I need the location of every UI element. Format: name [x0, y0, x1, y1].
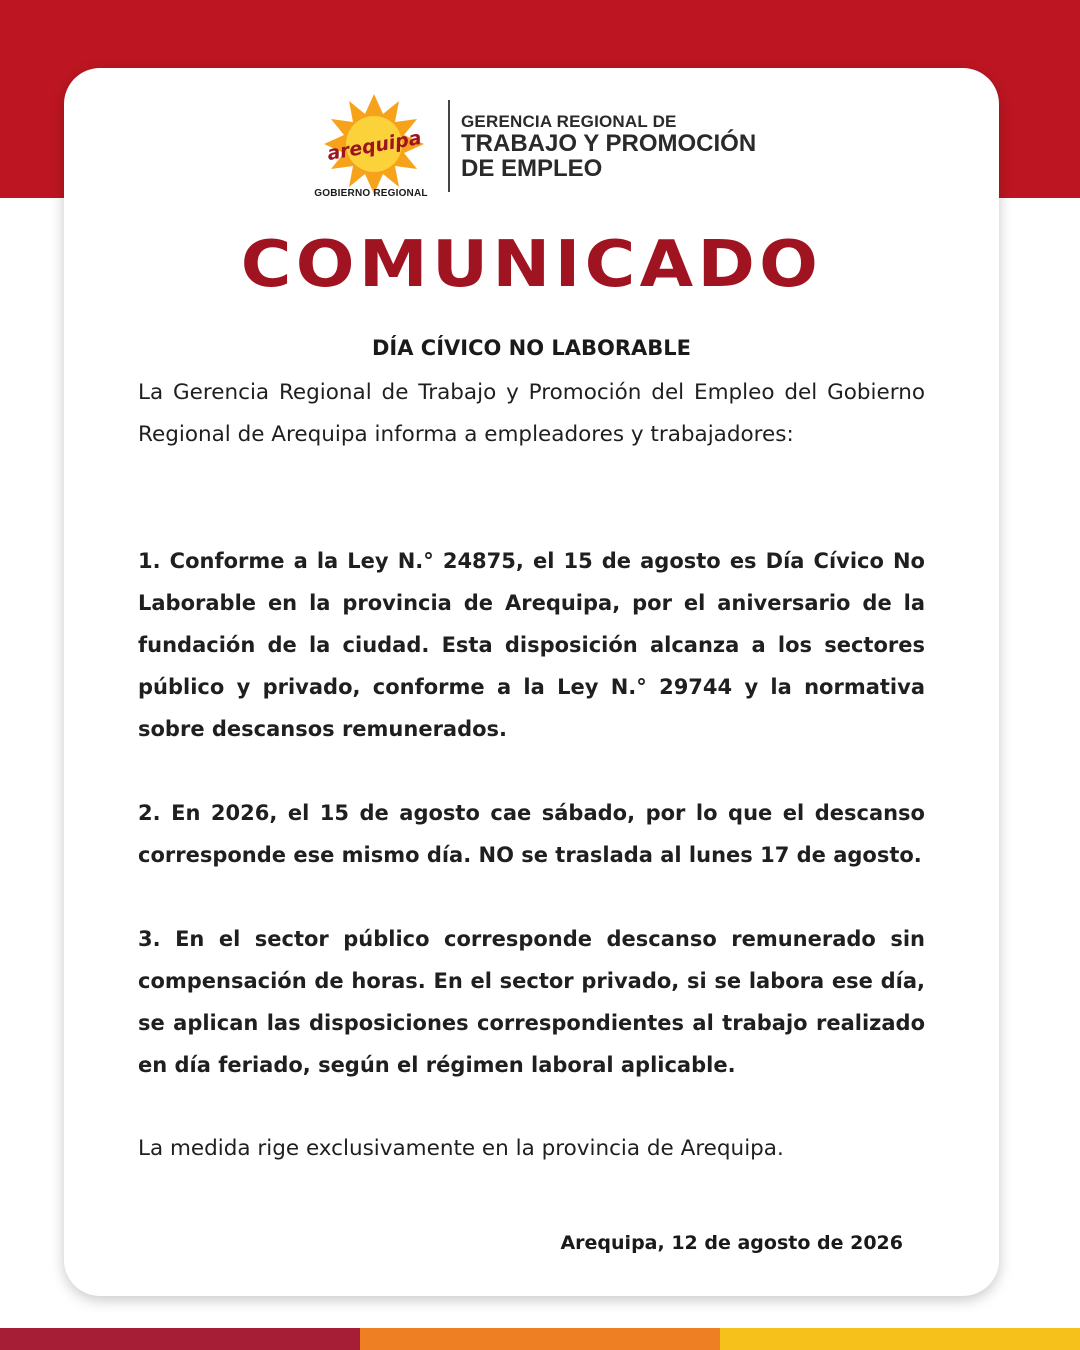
communique-card — [64, 68, 999, 1296]
logo-wordmark: arequipa — [325, 126, 424, 166]
header-divider — [448, 100, 450, 192]
page-subtitle: DÍA CÍVICO NO LABORABLE — [371, 336, 692, 360]
sun-logo-icon — [306, 90, 442, 202]
gobierno-regional-logo — [306, 90, 442, 202]
org-line-3: DE EMPLEO — [461, 155, 603, 182]
point-1: 1. Conforme a la Ley N.° 24875, el 15 de agosto es Día Cívico No Laborable en la provincia de Arequipa, por el aniversario de la fundación de la ciudad. Esta disposición alcanza a los sectores público y privado, conforme a la Ley N.° 29744 y la normativa sobre descansos remunerados. — [138, 549, 925, 741]
point-2: 2. En 2026, el 15 de agosto cae sábado, por lo que el descanso corresponde ese mismo día. NO se traslada al lunes 17 de agosto. — [138, 801, 925, 867]
bottom-color-stripes — [0, 1328, 1080, 1350]
closing-paragraph: La medida rige exclusivamente en la provincia de Arequipa. — [138, 1136, 784, 1161]
organization-name — [461, 112, 756, 181]
stripe-yellow — [720, 1328, 1080, 1350]
stripe-crimson — [0, 1328, 360, 1350]
org-line-2: TRABAJO Y PROMOCIÓN — [461, 130, 757, 157]
intro-paragraph: La Gerencia Regional de Trabajo y Promoción del Empleo del Gobierno Regional de Arequipa informa a empleadores y trabajadores: — [138, 380, 925, 447]
stripe-orange — [360, 1328, 720, 1350]
logo-caption: GOBIERNO REGIONAL — [314, 188, 428, 199]
point-3: 3. En el sector público corresponde descanso remunerado sin compensación de horas. En el sector privado, si se labora ese día, se aplican las disposiciones correspondientes al trabajo realizado en día feriado, según el régimen laboral aplicable. — [138, 927, 925, 1077]
page-title: COMUNICADO — [240, 228, 823, 302]
org-line-1: GERENCIA REGIONAL DE — [461, 112, 677, 131]
date-signature: Arequipa, 12 de agosto de 2026 — [560, 1232, 903, 1254]
